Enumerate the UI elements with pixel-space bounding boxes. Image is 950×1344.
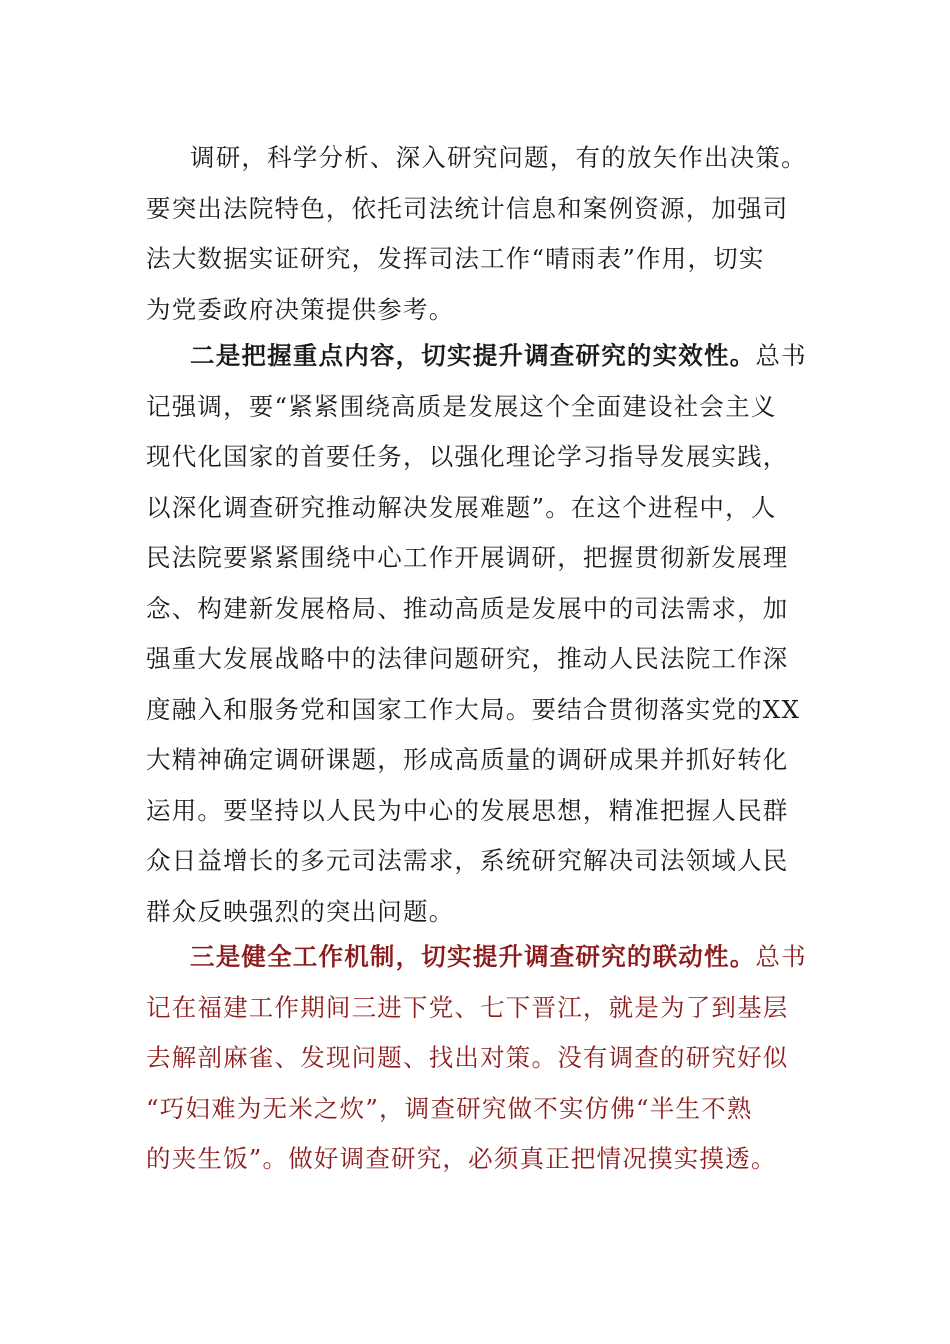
text-line: 众日益增长的多元司法需求，系统研究解决司法领域人民 [146, 846, 789, 875]
text-line: 大精神确定调研课题，形成高质量的调研成果并抓好转化 [146, 745, 789, 774]
text-line: 念、构建新发展格局、推动高质是发展中的司法需求，加 [146, 593, 789, 623]
text-line: 以深化调查研究推动解决发展难题”。在这个进程中，人 [146, 492, 777, 522]
paragraph-first-line [146, 331, 806, 382]
paragraph-first-line [146, 932, 806, 983]
paragraph-key-content [146, 331, 806, 937]
paragraph-decision-research [146, 133, 806, 335]
text-line: 调研，科学分析、深入研究问题，有的放矢作出决策。 [190, 143, 807, 172]
paragraph-heading: 三是健全工作机制，切实提升调查研究的联动性。 [190, 942, 756, 971]
text-line: 群众反映强烈的突出问题。 [146, 896, 455, 926]
text-line: 民法院要紧紧围绕中心工作开展调研，把握贯彻新发展理 [146, 543, 789, 572]
text-line: 运用。要坚持以人民为中心的发展思想，精准把握人民群 [146, 795, 789, 825]
heading-trailing-text: 总书 [755, 341, 807, 370]
text-line: 强重大发展战略中的法律问题研究，推动人民法院工作深 [146, 644, 789, 673]
paragraph-work-mechanism [146, 932, 806, 1185]
text-line: 法大数据实证研究，发挥司法工作“晴雨表”作用，切实 [146, 244, 765, 273]
text-line: 度融入和服务党和国家工作大局。要结合贯彻落实党的XX [146, 694, 801, 724]
text-line: 要突出法院特色，依托司法统计信息和案例资源，加强司 [146, 193, 789, 223]
text-line: “巧妇难为无米之炊”，调查研究做不实仿佛“半生不熟 [146, 1093, 753, 1123]
paragraph-heading: 二是把握重点内容，切实提升调查研究的实效性。 [190, 341, 756, 370]
text-line: 去解剖麻雀、发现问题、找出对策。没有调查的研究好似 [146, 1043, 789, 1072]
text-line: 为党委政府决策提供参考。 [146, 294, 455, 324]
heading-trailing-text: 总书 [755, 942, 807, 971]
text-line: 的夹生饭”。做好调查研究，必须真正把情况摸实摸透。 [146, 1144, 777, 1173]
text-line: 记在福建工作期间三进下党、七下晋江，就是为了到基层 [146, 992, 789, 1022]
text-line: 记强调，要“紧紧围绕高质是发展这个全面建设社会主义 [146, 391, 777, 421]
text-line: 现代化国家的首要任务，以强化理论学习指导发展实践， [146, 442, 789, 471]
